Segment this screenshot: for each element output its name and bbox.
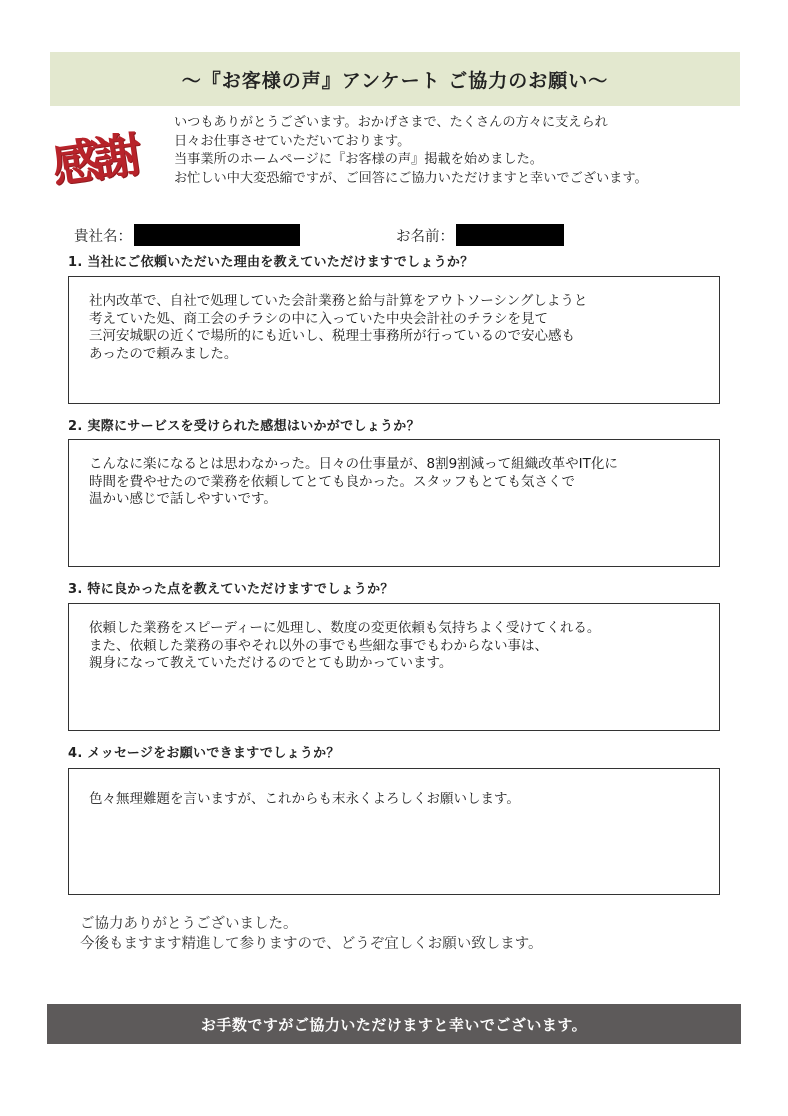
customer-name-label: お名前： (396, 228, 454, 245)
question-1-answer-box (68, 276, 720, 404)
intro-line: 日々お仕事させていただいております。 (174, 133, 411, 149)
footer-text: お手数ですがご協力いただけますと幸いでございます。 (200, 1015, 588, 1034)
answer-line: 温かい感じで話しやすいです。 (89, 491, 277, 507)
answer-line: 親身になって教えていただけるのでとても助かっています。 (89, 655, 453, 671)
company-label: 貴社名： (74, 228, 132, 245)
answer-line: 依頼した業務をスピーディーに処理し、数度の変更依頼も気持ちよく受けてくれる。 (89, 620, 601, 636)
company-redacted-value (134, 224, 300, 246)
question-2-answer-box (68, 439, 720, 567)
answer-line: 社内改革で、自社で処理していた会計業務と給与計算をアウトソーシングしようと (89, 293, 588, 309)
closing-line: ご協力ありがとうございました。 (80, 916, 298, 932)
answer-line: 時間を費やせたので業務を依頼してとても良かった。スタッフもとても気さくで (89, 473, 575, 490)
kansha-stamp: 感謝 (48, 127, 140, 195)
intro-line: いつもありがとうございます。おかげさまで、たくさんの方々に支えられ (174, 115, 608, 130)
closing-line: 今後もますます精進して参りますので、どうぞ宜しくお願い致します。 (80, 936, 543, 952)
intro-line: 当事業所のホームページに『お客様の声』掲載を始めました。 (174, 152, 543, 167)
footer-banner (47, 1004, 741, 1044)
intro-line: お忙しい中大変恐縮ですが、ご回答にご協力いただけますと幸いでございます。 (174, 170, 648, 186)
question-4-answer-box (68, 768, 720, 895)
company-field (74, 224, 300, 246)
survey-title-banner (50, 52, 740, 106)
answer-line: また、依頼した業務の事やそれ以外の事でも些細な事でもわからない事は、 (89, 637, 548, 654)
answer-line: こんなに楽になるとは思わなかった。日々の仕事量が、8割9割減って組織改革やIT化に (89, 456, 618, 472)
question-4-heading: 4. メッセージをお願いできますでしょうか？ (68, 746, 340, 761)
closing-message (80, 914, 543, 954)
intro-text (174, 114, 648, 188)
customer-name-field (396, 224, 564, 246)
answer-line: あったので頼みました。 (89, 345, 238, 362)
customer-name-redacted-value (456, 224, 564, 246)
survey-title: ～『お客様の声』アンケート ご協力のお願い～ (181, 69, 609, 92)
question-2-heading: 2. 実際にサービスを受けられた感想はいかがでしょうか？ (68, 419, 420, 434)
answer-line: 考えていた処、商工会のチラシの中に入っていた中央会計社のチラシを見て (89, 310, 548, 327)
question-2-answer (89, 456, 618, 509)
question-3-heading: 3. 特に良かった点を教えていただけますでしょうか？ (68, 582, 394, 597)
answer-line: 三河安城駅の近くで場所的にも近いし、税理士事務所が行っているので安心感も (89, 328, 575, 344)
question-4-answer (89, 791, 520, 809)
question-3-answer (89, 620, 600, 673)
question-3-answer-box (68, 603, 720, 731)
question-1-answer (89, 293, 587, 363)
question-1-heading: 1. 当社にご依頼いただいた理由を教えていただけますでしょうか？ (68, 255, 474, 270)
answer-line: 色々無理難題を言いますが、これからも末永くよろしくお願いします。 (89, 791, 520, 807)
